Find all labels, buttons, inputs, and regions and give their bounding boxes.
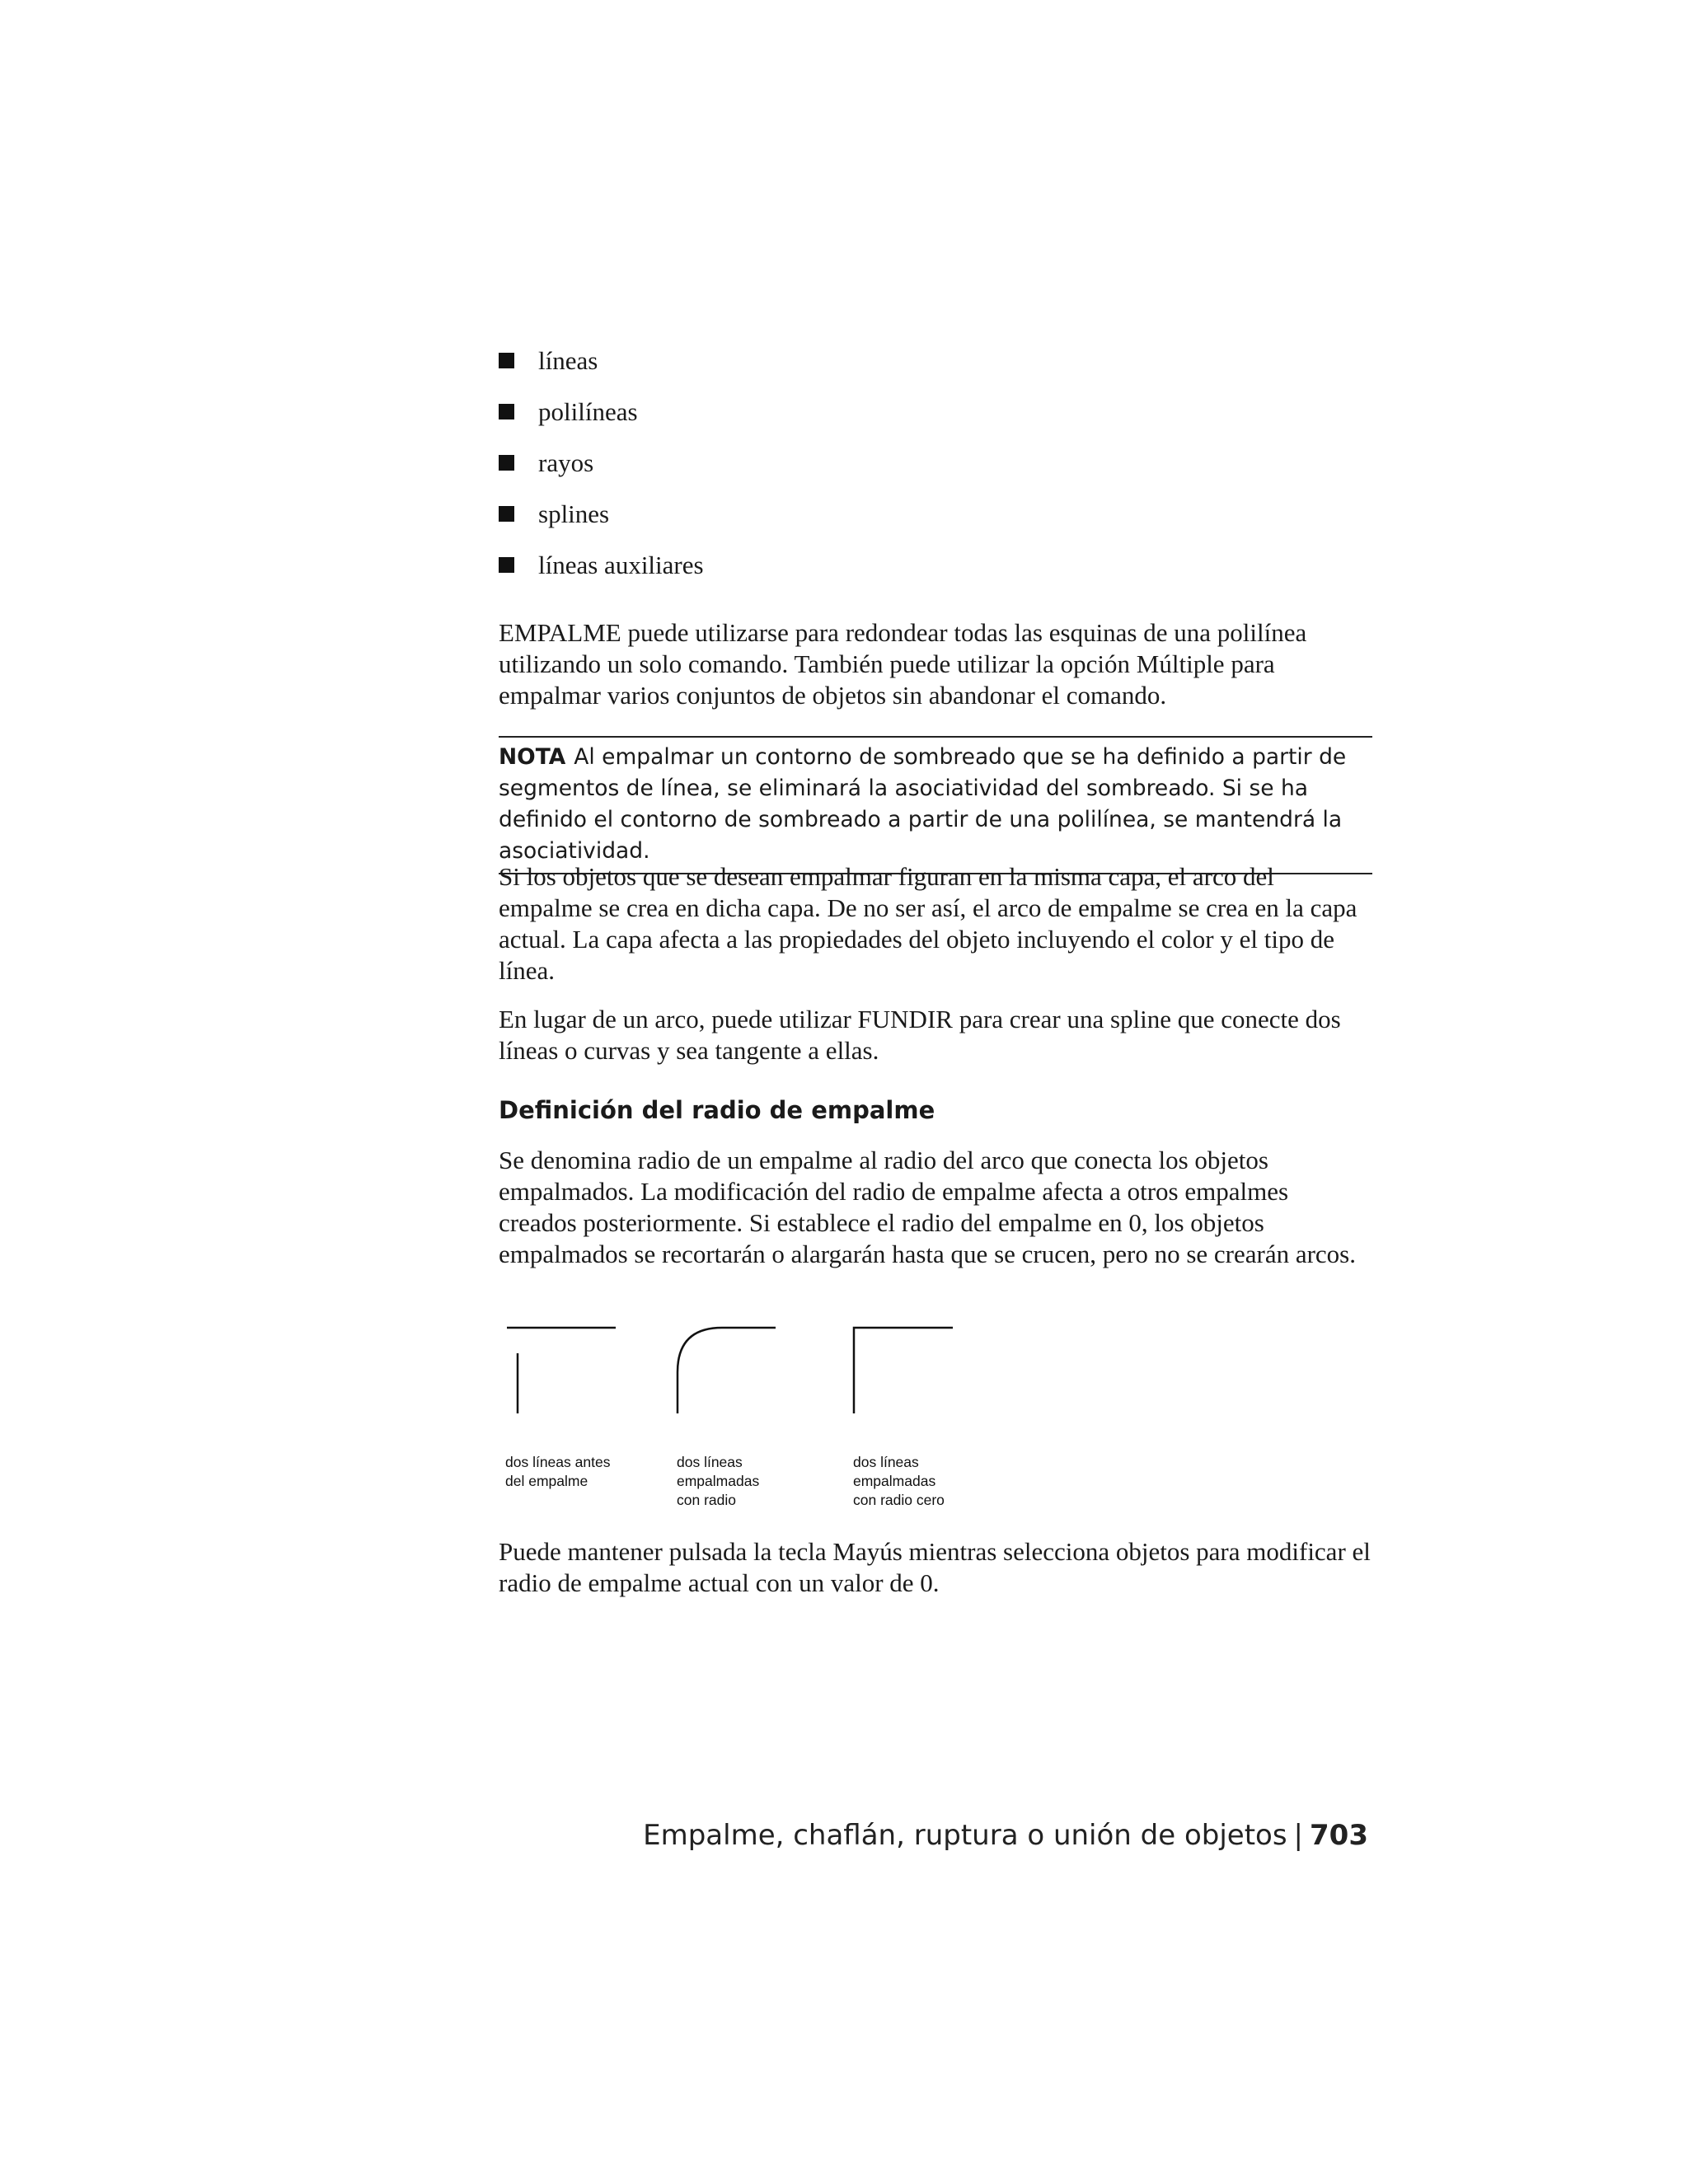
- paragraph-radio: Se denomina radio de un empalme al radio del arco que conecta los objetos empalmados. La modificación del radio de empalme afecta a otros empalmes creados posteriormente. Si establece el radio del empalme en 0, los objetos empalmados se recortarán o alargarán hasta que se crucen, pero no se crearán arcos.: [499, 1146, 1356, 1268]
- footer-separator: |: [1293, 1819, 1304, 1852]
- list-item-text: líneas: [538, 346, 598, 375]
- paragraph-empalme-intro: EMPALME puede utilizarse para redondear todas las esquinas de una polilínea utilizando un solo comando. También puede utilizar la opción Múltiple para empalmar varios conjuntos de objetos sin abandonar el comando.: [499, 618, 1307, 710]
- square-bullet-icon: [499, 506, 514, 522]
- list-item-text: polilíneas: [538, 397, 638, 426]
- fillet-zero-radius-path: [854, 1328, 953, 1413]
- square-bullet-icon: [499, 404, 514, 419]
- paragraph-fundir: En lugar de un arco, puede utilizar FUNDIR para crear una spline que conecte dos líneas o curvas y sea tangente a ellas.: [499, 1005, 1341, 1065]
- square-bullet-icon: [499, 557, 514, 573]
- list-item: [499, 340, 704, 391]
- section-heading: Definición del radio de empalme: [499, 1096, 935, 1124]
- square-bullet-icon: [499, 353, 514, 368]
- caption-before-fillet: dos líneas antes del empalme: [505, 1454, 611, 1489]
- footer-chapter-title: Empalme, chaflán, ruptura o unión de objetos: [643, 1819, 1287, 1852]
- list-item-text: splines: [538, 499, 610, 528]
- fillet-diagram: [499, 1315, 1010, 1413]
- note-label: NOTA: [499, 744, 566, 770]
- list-item: [499, 442, 704, 493]
- note-box: [499, 736, 1372, 874]
- paragraph-mayus: Puede mantener pulsada la tecla Mayús mientras selecciona objetos para modificar el radio de empalme actual con un valor de 0.: [499, 1537, 1371, 1597]
- list-item: [499, 493, 704, 544]
- object-type-list: [499, 340, 704, 595]
- list-item: [499, 544, 704, 595]
- fillet-with-radius-path: [678, 1328, 776, 1413]
- list-item-text: rayos: [538, 448, 594, 477]
- page-number: 703: [1310, 1819, 1368, 1852]
- caption-fillet-zero-radius: dos líneas empalmadas con radio cero: [853, 1454, 945, 1508]
- square-bullet-icon: [499, 455, 514, 471]
- note-text: Al empalmar un contorno de sombreado que se ha definido a partir de segmentos de línea, se eliminará la asociatividad del sombreado. Si se ha definido el contorno de sombreado a partir de una polilínea, se mantendrá la asociatividad.: [499, 744, 1347, 864]
- fillet-radius-figure: [499, 1315, 1010, 1516]
- list-item: [499, 391, 704, 442]
- page-footer: [643, 1817, 1368, 1854]
- caption-fillet-radius: dos líneas empalmadas con radio: [677, 1454, 760, 1508]
- paragraph-capa: Si los objetos que se desean empalmar figuran en la misma capa, el arco del empalme se crea en dicha capa. De no ser así, el arco de empalme se crea en la capa actual. La capa afecta a las propiedades del objeto incluyendo el color y el tipo de línea.: [499, 862, 1357, 985]
- list-item-text: líneas auxiliares: [538, 551, 704, 579]
